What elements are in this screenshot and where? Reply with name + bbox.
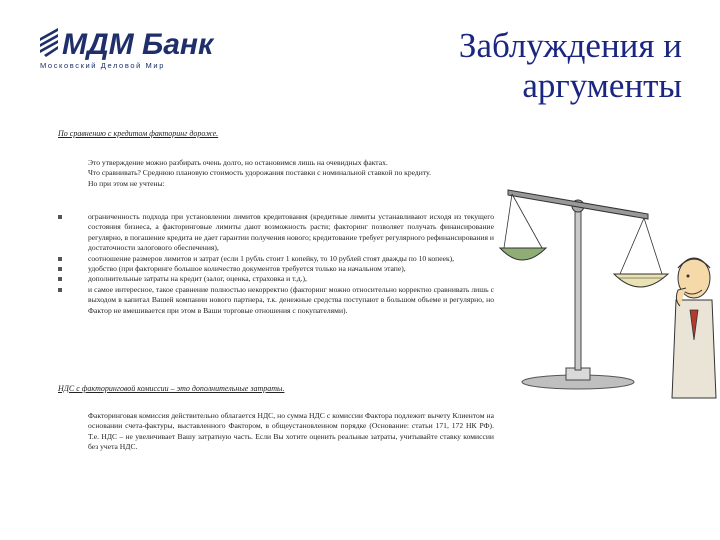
section2-paragraph [88,411,494,453]
list-item [58,264,494,274]
scales-and-thinking-man-icon [506,150,716,398]
list-item [58,254,494,264]
mdm-logo-icon [40,26,214,61]
intro-line: Что сравнивать? Среднюю плановую стоимость удорожания поставки с номинальной ставкой по кредиту. [88,168,431,178]
thinking-man-icon [672,258,716,398]
bullet-icon [58,257,62,261]
section2-heading: НДС с факторинговой комиссии – это дополнительные затраты. [58,384,285,393]
list-item-text: соотношение размеров лимитов и затрат (если 1 рубль стоит 1 копейку, то 10 рублей стоят дважды по 10 копеек), [88,253,455,263]
page-title: Заблуждения и аргументы [458,26,682,105]
list-item-text: дополнительные затраты на кредит (залог, оценка, страховка и т.д.), [88,274,307,284]
bullet-icon [58,267,62,271]
list-item [58,274,494,284]
bullet-icon [58,215,62,219]
scales-icon [500,190,668,389]
list-item-text: удобство (при факторинге большое количество документов требуется только на начальном этапе), [88,264,406,274]
section2-text: Факторинговая комиссия действительно облагается НДС, но сумма НДС с комиссии Фактора подлежит вычету Клиентом на основании счета-фактуры, выставленного Фактором, в общеустановленном порядке (Основание: статьи 171, 172 НК РФ). Т.е. НДС – не увеличивает Вашу затратную часть. Если Вы хотите оценить реальные затраты, учитывайте ставку комиссии без учета НДС. [88,411,494,452]
logo-text: МДМ Банк [62,28,214,61]
list-item [58,285,494,316]
intro-line: Но при этом не учтены: [88,178,165,188]
bullet-icon [58,277,62,281]
bullet-icon [58,288,62,292]
section1-heading: По сравнению с кредитом факторинг дороже. [58,129,219,138]
bank-logo [40,26,214,72]
list-item [58,212,494,254]
list-item-text: ограниченность подхода при установлении лимитов кредитования (кредитные лимиты устанавливают исходя из текущего состояния бизнеса, а факторинговые лимиты дают возможность расти; факторинг позволяет получать финансирование регулярно, в погашение кредита не дает гарантии получения нового; кредитование требует регулярного рефинансирования и достаточности залогового обеспечения), [88,212,494,253]
section1-bullet-list [58,212,494,316]
intro-line: Это утверждение можно разбирать очень долго, но остановимся лишь на очевидных фактах. [88,158,388,167]
logo-tagline: Московский Деловой Мир [40,61,165,70]
section1-intro [88,158,494,189]
list-item-text: и самое интересное, такое сравнение полностью некорректно (факторинг можно относительно корректно сравнивать лишь с выходом в капитал Вашей компании нового партнера, т.к. денежные средства поступают в большом объеме и регулярно, но Фактор не вмешивается при этом в Ваши торговые отношения с покупателями). [88,284,494,315]
